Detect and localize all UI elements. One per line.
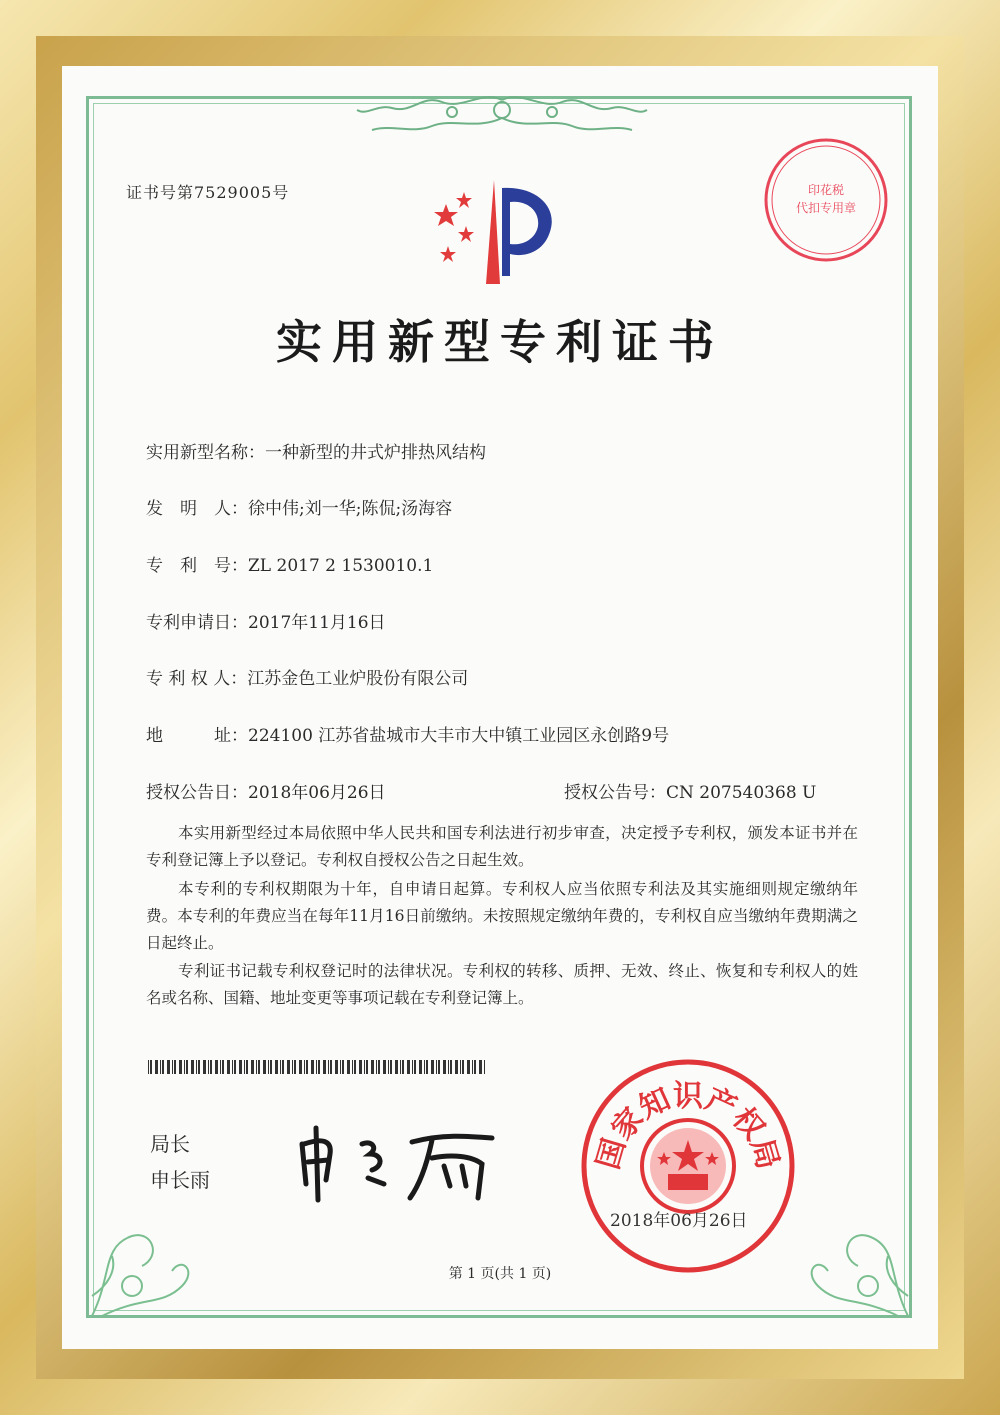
tax-stamp-seal (762, 136, 890, 264)
field-label: 发 明 人： (146, 499, 248, 519)
field-grant-date (146, 778, 386, 803)
barcode (148, 1060, 488, 1074)
national-ip-administration-seal (578, 1056, 798, 1276)
field-label: 实用新型名称： (146, 443, 265, 463)
field-value: 江苏金色工业炉股份有限公司 (247, 669, 469, 689)
field-label: 专 利 权 人： (146, 669, 248, 689)
director-name: 申长雨 (150, 1168, 210, 1192)
svg-text:印花税: 印花税 (807, 183, 845, 197)
paragraph-term: 本专利的专利权期限为十年，自申请日起算。专利权人应当依照专利法及其实施细则规定缴纳年费。本专利的年费应当在每年11月16日前缴纳。未按照规定缴纳年费的，专利权自应当缴纳年费期满之日起终止。 (146, 880, 858, 952)
seal-date: 2018年06月26日 (610, 1211, 748, 1231)
field-label: 专 利 号： (146, 556, 248, 576)
director-title: 局长 (150, 1132, 190, 1156)
paragraph-legal-status: 专利证书记载专利权登记时的法律状况。专利权的转移、质押、无效、终止、恢复和专利权人的姓名或名称、国籍、地址变更等事项记载在专利登记簿上。 (146, 962, 858, 1007)
field-filing-date (146, 608, 386, 633)
field-label: 地 址： (146, 726, 248, 746)
patent-office-logo-icon (426, 176, 576, 286)
certificate-title: 实用新型专利证书 (276, 315, 724, 369)
field-patent-number (146, 551, 433, 576)
field-value: CN 207540368 U (666, 783, 817, 803)
field-value: ZL 2017 2 1530010.1 (248, 556, 434, 576)
field-value: 一种新型的井式炉排热风结构 (265, 443, 486, 463)
field-patent-holder (146, 664, 468, 689)
field-label: 专利申请日： (146, 613, 248, 633)
certificate-paper (62, 66, 938, 1349)
field-value: 徐中伟;刘一华;陈侃;汤海容 (248, 499, 453, 519)
field-value: 2017年11月16日 (248, 613, 386, 633)
field-inventor (146, 494, 452, 519)
paragraph-grant: 本实用新型经过本局依照中华人民共和国专利法进行初步审查，决定授予专利权，颁发本证书并在专利登记簿上予以登记。专利权自授权公告之日起生效。 (146, 824, 858, 869)
page-number: 第 1 页(共 1 页) (448, 1266, 552, 1282)
director-signature (292, 1114, 502, 1204)
field-label: 授权公告号： (564, 783, 666, 803)
top-ornament (352, 90, 652, 140)
bottom-left-ornament (82, 1176, 232, 1326)
svg-text:代扣专用章: 代扣专用章 (795, 201, 857, 215)
field-grant-publication-number (564, 778, 816, 803)
field-address (146, 721, 669, 746)
certificate-number: 证书号第7529005号 (126, 183, 290, 202)
field-value: 224100 江苏省盐城市大丰市大中镇工业园区永创路9号 (248, 726, 670, 746)
field-value: 2018年06月26日 (248, 783, 386, 803)
field-utility-model-name (146, 438, 486, 463)
field-label: 授权公告日： (146, 783, 248, 803)
svg-text:国家知识产权局: 国家知识产权局 (590, 1079, 786, 1174)
